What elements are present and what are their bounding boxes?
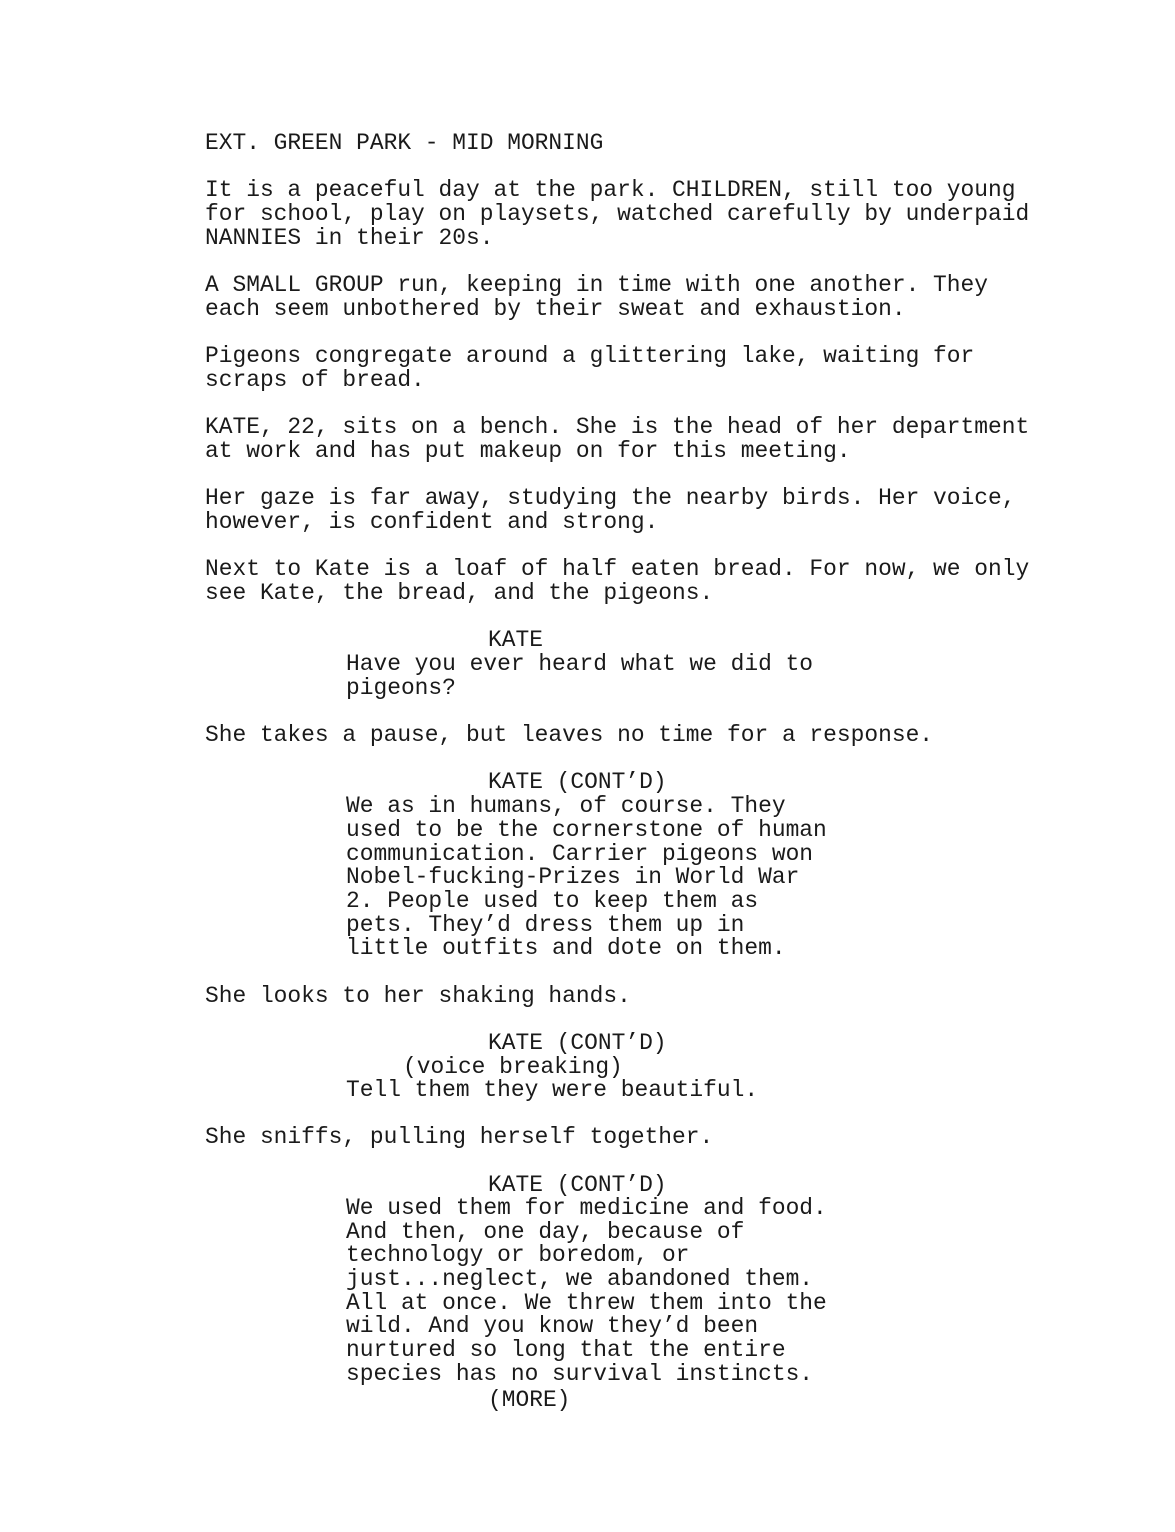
dialogue-line: used to be the cornerstone of human <box>346 817 827 843</box>
dialogue-line: 2. People used to keep them as <box>346 888 759 914</box>
character-name: KATE (CONT’D) <box>488 769 667 795</box>
scene-heading: EXT. GREEN PARK - MID MORNING <box>205 130 604 156</box>
action-line: A SMALL GROUP run, keeping in time with one another. They <box>205 272 988 298</box>
action-line: for school, play on playsets, watched carefully by underpaid <box>205 201 1030 227</box>
dialogue-line: pets. They’d dress them up in <box>346 912 745 938</box>
dialogue-line: We used them for medicine and food. <box>346 1195 827 1221</box>
action-line: She sniffs, pulling herself together. <box>205 1124 714 1150</box>
dialogue-line: nurtured so long that the entire <box>346 1337 786 1363</box>
action-line: however, is confident and strong. <box>205 509 659 535</box>
action-line: each seem unbothered by their sweat and exhaustion. <box>205 296 906 322</box>
action-line: scraps of bread. <box>205 367 425 393</box>
dialogue-line: little outfits and dote on them. <box>346 935 786 961</box>
action-line: see Kate, the bread, and the pigeons. <box>205 580 714 606</box>
action-line: Next to Kate is a loaf of half eaten bread. For now, we only <box>205 556 1030 582</box>
dialogue-line: And then, one day, because of <box>346 1219 745 1245</box>
action-line: KATE, 22, sits on a bench. She is the head of her department <box>205 414 1030 440</box>
action-line: She takes a pause, but leaves no time for a response. <box>205 722 934 748</box>
character-name: KATE (CONT’D) <box>488 1172 667 1198</box>
dialogue-line: species has no survival instincts. <box>346 1361 814 1387</box>
dialogue-line: Tell them they were beautiful. <box>346 1077 759 1103</box>
parenthetical: (voice breaking) <box>403 1054 623 1080</box>
dialogue-line: We as in humans, of course. They <box>346 793 786 819</box>
character-name: KATE (CONT’D) <box>488 1030 667 1056</box>
dialogue-line: Have you ever heard what we did to <box>346 651 814 677</box>
dialogue-line: wild. And you know they’d been <box>346 1313 759 1339</box>
dialogue-line: just...neglect, we abandoned them. <box>346 1266 814 1292</box>
action-line: Her gaze is far away, studying the nearby birds. Her voice, <box>205 485 1016 511</box>
dialogue-line: technology or boredom, or <box>346 1242 690 1268</box>
dialogue-line: All at once. We threw them into the <box>346 1290 827 1316</box>
dialogue-line: pigeons? <box>346 675 456 701</box>
dialogue-line: communication. Carrier pigeons won <box>346 841 814 867</box>
dialogue-line: Nobel-fucking-Prizes in World War <box>346 864 800 890</box>
action-line: NANNIES in their 20s. <box>205 225 494 251</box>
action-line: She looks to her shaking hands. <box>205 983 631 1009</box>
action-line: at work and has put makeup on for this meeting. <box>205 438 851 464</box>
action-line: It is a peaceful day at the park. CHILDREN, still too young <box>205 177 1016 203</box>
action-line: Pigeons congregate around a glittering lake, waiting for <box>205 343 975 369</box>
character-name: KATE <box>488 627 543 653</box>
more-indicator: (MORE) <box>488 1387 571 1413</box>
